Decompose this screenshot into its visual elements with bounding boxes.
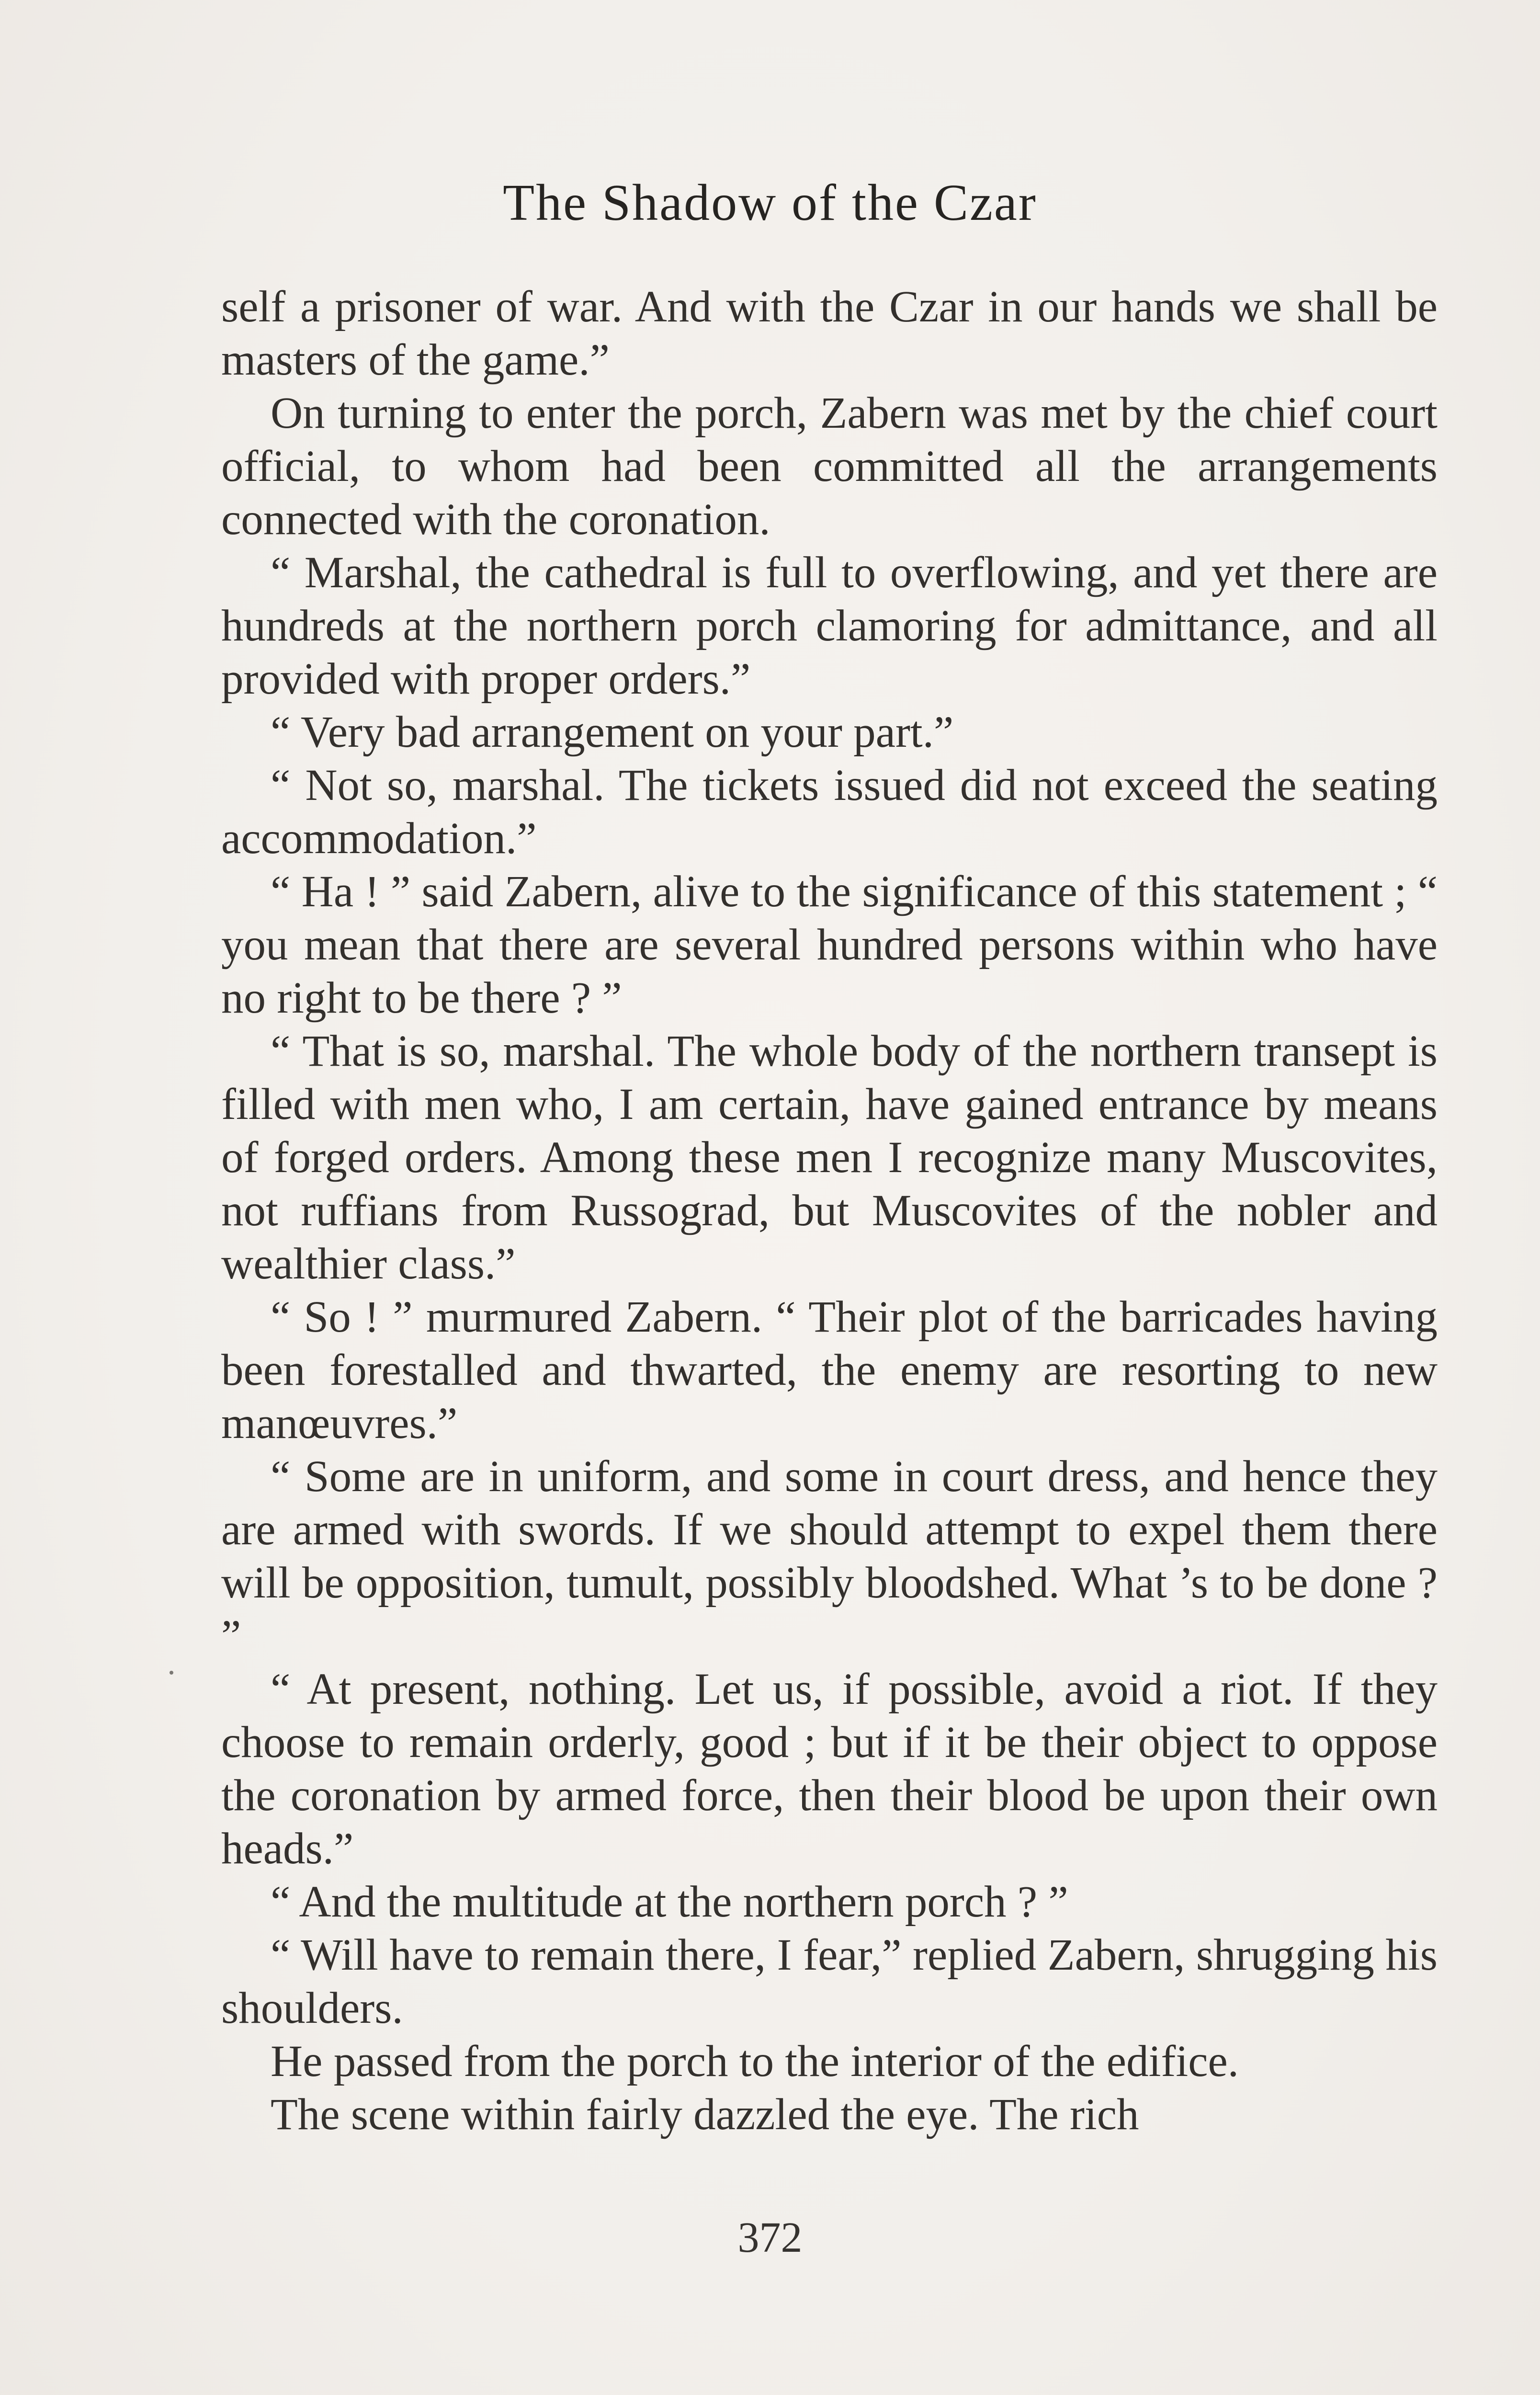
paragraph: “ And the multitude at the northern porch ? ”	[271, 1877, 1068, 1927]
page-number: 372	[737, 2214, 803, 2261]
paragraph: “ Marshal, the cathedral is full to overflowing, and yet there are hundreds at the northern porch clamoring for admittance, and all provided with proper orders.”	[221, 548, 1438, 704]
paragraph: He passed from the porch to the interior of the edifice.	[271, 2037, 1239, 2086]
paragraph: “ Not so, marshal. The tickets issued did not exceed the seating accommodation.”	[221, 761, 1438, 863]
paragraph: “ That is so, marshal. The whole body of the northern transept is filled with men who, I am certain, have gained entrance by means of forged orders. Among these men I recognize many Muscovites, not ruffians from Russograd, but Muscovites of the nobler and wealthier class.”	[221, 1026, 1438, 1289]
paragraph: “ Very bad arrangement on your part.”	[271, 707, 954, 757]
paragraph: On turning to enter the porch, Zabern was met by the chief court official, to whom had been committed all the arrangements connected with the coronation.	[221, 388, 1438, 544]
margin-mark	[170, 1671, 173, 1675]
paragraph: “ Will have to remain there, I fear,” replied Zabern, shrugging his shoulders.	[221, 1930, 1438, 2033]
paragraph: “ So ! ” murmured Zabern. “ Their plot of the barricades having been forestalled and thwarted, the enemy are resorting to new manœuvres.”	[221, 1292, 1438, 1448]
paragraph: “ Some are in uniform, and some in court dress, and hence they are armed with swords. If we should attempt to expel them there will be opposition, tumult, possibly bloodshed. What ’s to be done ? ”	[221, 1452, 1438, 1661]
paragraph: The scene within fairly dazzled the eye. The rich	[271, 2090, 1139, 2139]
paragraph: “ Ha ! ” said Zabern, alive to the significance of this statement ; “ you mean that there are several hundred persons within who have no right to be there ? ”	[221, 867, 1438, 1023]
body-text	[221, 280, 1438, 2141]
paragraph: self a prisoner of war. And with the Czar in our hands we shall be masters of the game.”	[221, 282, 1438, 385]
running-head: The Shadow of the Czar	[503, 174, 1037, 231]
paragraph: “ At present, nothing. Let us, if possible, avoid a riot. If they choose to remain orderly, good ; but if it be their object to oppose the coronation by armed force, then their blood be upon their own heads.”	[221, 1665, 1438, 1873]
